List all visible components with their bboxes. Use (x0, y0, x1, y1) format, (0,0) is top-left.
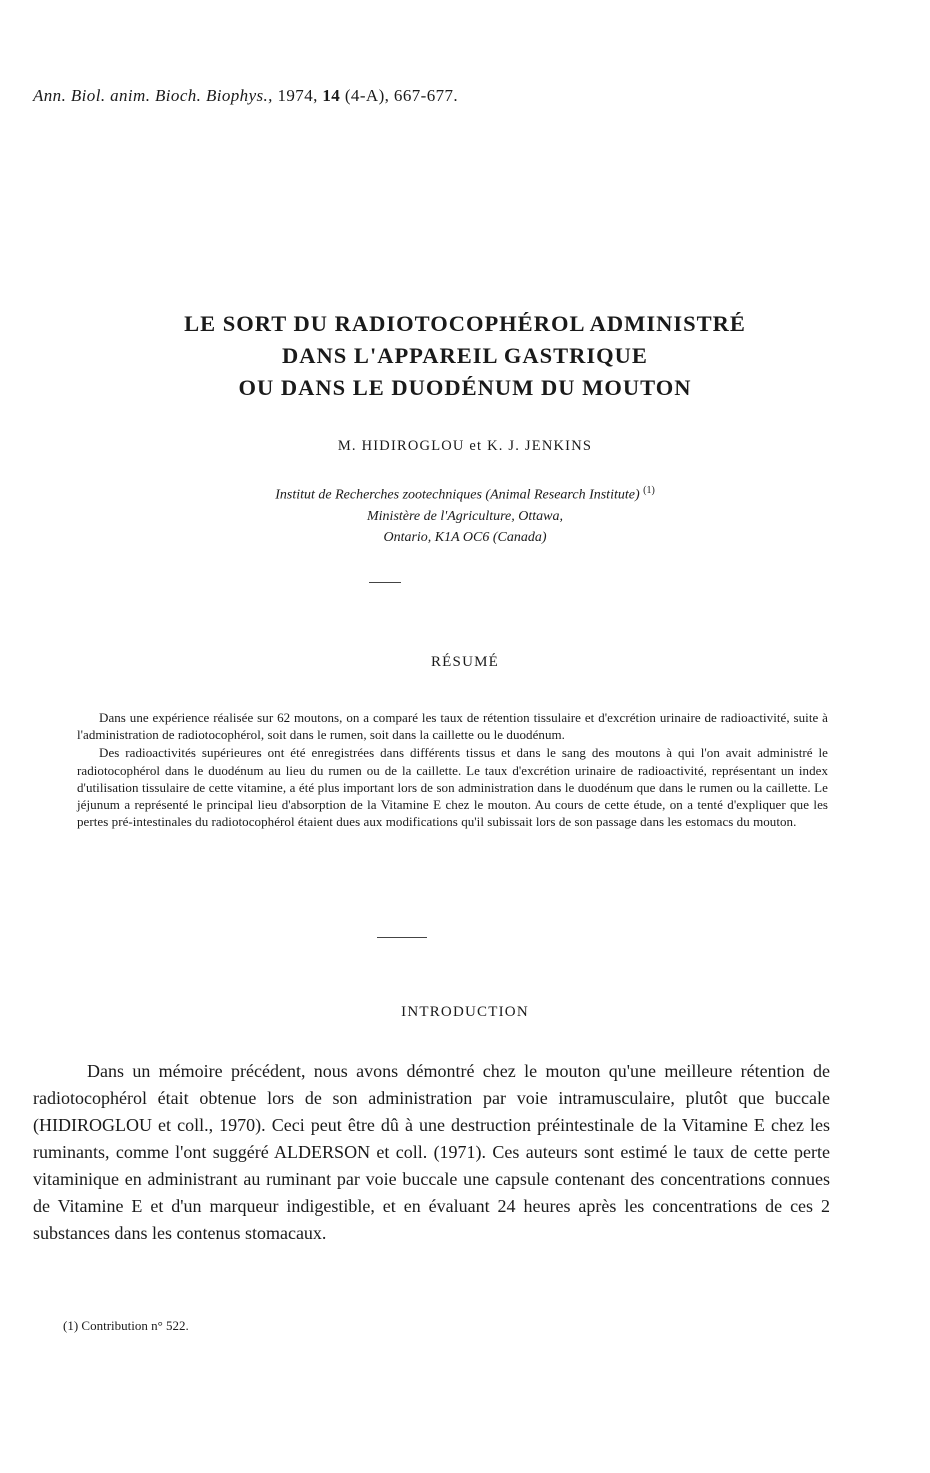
title-line-2: DANS L'APPAREIL GASTRIQUE (282, 343, 648, 368)
affiliation (0, 480, 930, 548)
affiliation-line-3: Ontario, K1A OC6 (Canada) (383, 529, 547, 545)
affiliation-line-2: Ministère de l'Agriculture, Ottawa, (367, 508, 563, 524)
separator-rule (377, 937, 427, 938)
authors: M. HIDIROGLOU et K. J. JENKINS (337, 438, 593, 454)
resume-heading: RÉSUMÉ (430, 654, 500, 670)
abstract (77, 709, 828, 830)
affiliation-institute: Institut de Recherches zootechniques (Animal Research Institute) (275, 487, 640, 503)
affiliation-footnote-mark: (1) (643, 485, 655, 496)
footnote: (1) Contribution n° 522. (63, 1318, 189, 1333)
introduction-heading: INTRODUCTION (401, 1004, 529, 1020)
journal-citation (33, 86, 458, 106)
journal-name: Ann. Biol. anim. Bioch. Biophys., (33, 86, 273, 105)
journal-issue-pages: (4-A), 667-677. (344, 86, 459, 105)
title-line-3: OU DANS LE DUODÉNUM DU MOUTON (238, 375, 692, 400)
title-line-1: LE SORT DU RADIOTOCOPHÉROL ADMINISTRÉ (184, 311, 746, 336)
introduction-paragraph: Dans un mémoire précédent, nous avons démontré chez le mouton qu'une meilleure rétention de radiotocophérol était obtenue lors de son administration par voie intramusculaire, plutôt que buccale (HIDIROGLOU et coll., 1970). Ceci peut être dû à une destruction préintestinale de la Vitamine E chez les ruminants, comme l'ont suggéré ALDERSON et coll. (1971). Ces auteurs sont estimé le taux de cette perte vitaminique en administrant au ruminant par voie buccale une capsule contenant des concentrations connues de Vitamine E et d'un marqueur indigestible, et en évaluant 24 heures après les concentrations de ces 2 substances dans les contenus stomacaux. (33, 1061, 830, 1243)
affiliation-line-1 (0, 480, 930, 506)
article-title (60, 308, 870, 404)
journal-year: 1974, (277, 86, 318, 105)
abstract-paragraph: Des radioactivités supérieures ont été enregistrées dans différents tissus et dans le sang des moutons à qui l'on avait administré le radiotocophérol dans le duodénum au lieu du rumen ou de la caillette. Le taux d'excrétion urinaire de radioactivité, représentant un index d'utilisation tissulaire de cette vitamine, a été plus important lors de son administration dans le duodénum que dans le rumen ou la caillette. Le jéjunum a représenté le principal lieu d'absorption de la Vitamine E chez le mouton. Au cours de cette étude, on a tenté d'expliquer que les pertes pré-intestinales du radiotocophérol étaient dues aux modifications qu'il subissait lors de son passage dans les estomacs du mouton. (77, 745, 828, 830)
abstract-paragraph: Dans une expérience réalisée sur 62 moutons, on a comparé les taux de rétention tissulaire et d'excrétion urinaire de radioactivité, suite à l'administration de radiotocophérol, soit dans le rumen, soit dans la caillette ou le duodénum. (77, 710, 828, 743)
separator-rule (369, 582, 401, 583)
introduction-body (33, 1058, 830, 1247)
journal-volume: 14 (322, 86, 341, 105)
